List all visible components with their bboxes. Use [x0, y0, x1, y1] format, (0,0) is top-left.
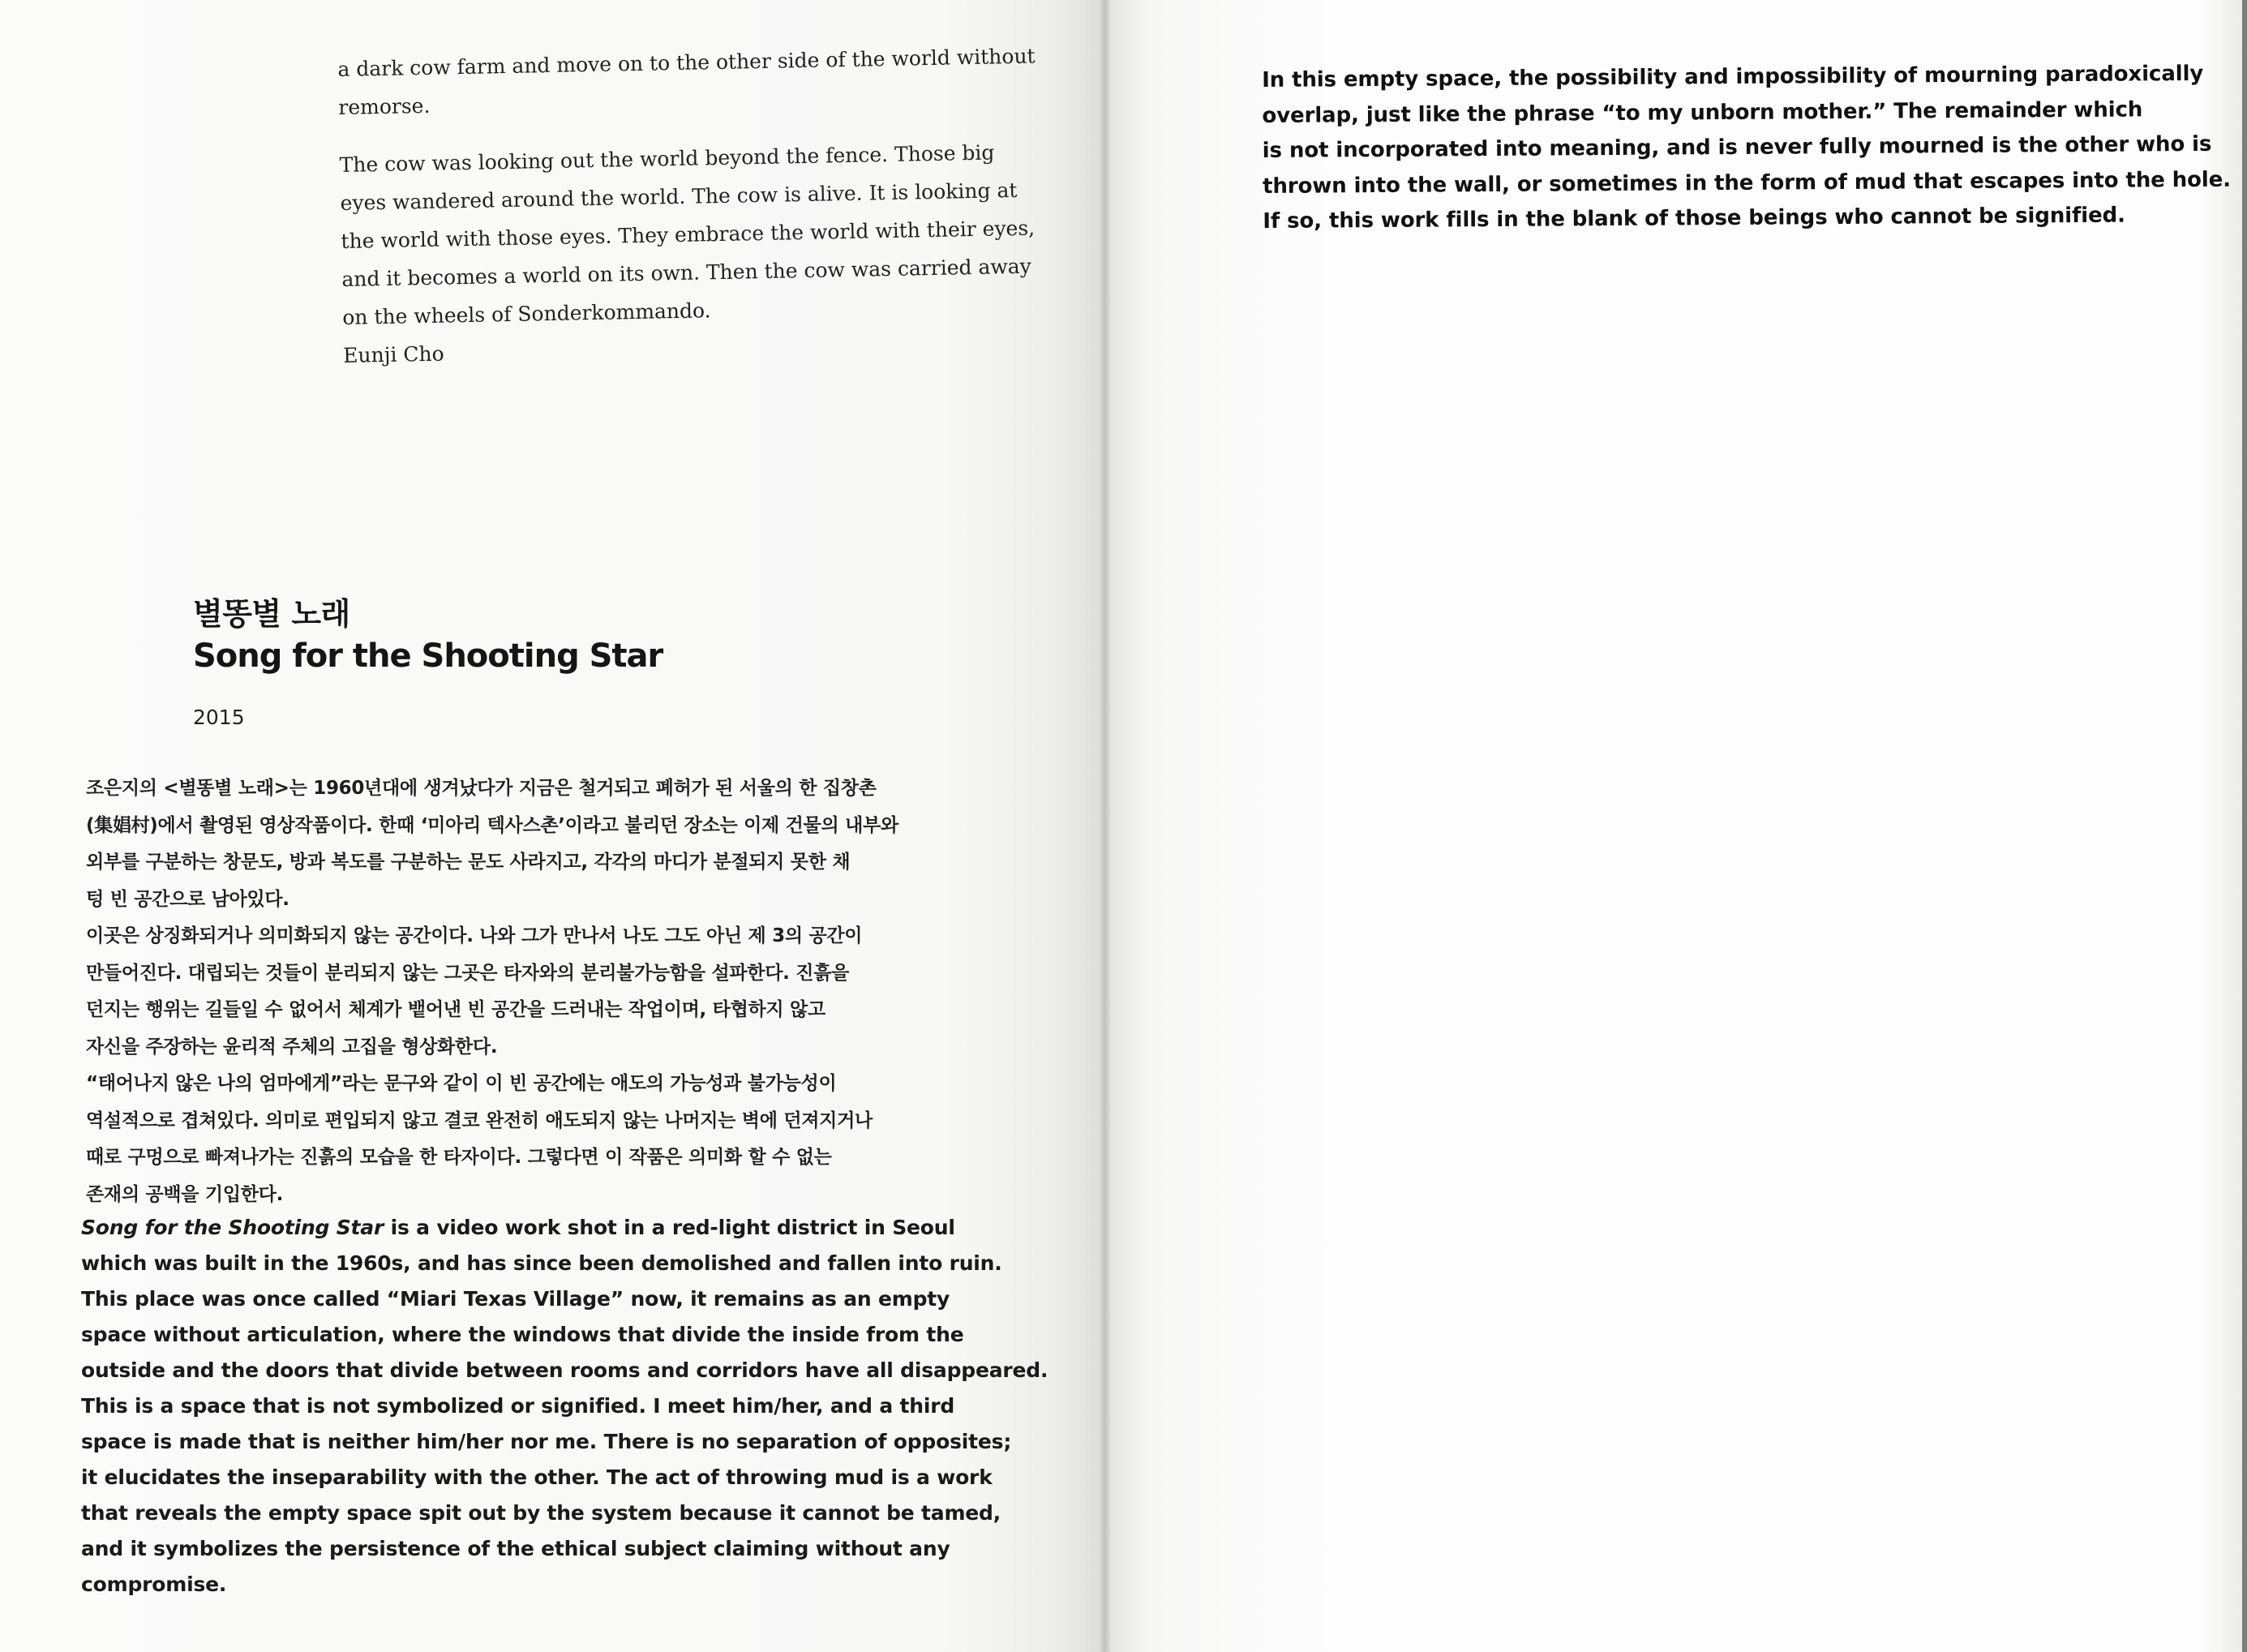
- right-page-text: [1262, 57, 2232, 240]
- korean-line: 던지는 행위는 길들일 수 없어서 체계가 뱉어낸 빈 공간을 드러내는 작업이며, 타협하지 않고: [86, 999, 825, 1020]
- korean-line: 조은지의 <별똥별 노래>는 1960년대에 생겨났다가 지금은 철거되고 폐허가 된 서울의 한 집창촌: [86, 778, 877, 799]
- korean-line: 텅 빈 공간으로 남아있다.: [86, 888, 289, 910]
- work-year: 2015: [193, 706, 245, 729]
- english-line: compromise.: [81, 1573, 227, 1596]
- right-line: If so, this work fills in the blank of those beings who cannot be signified.: [1263, 203, 2125, 234]
- left-page: [0, 0, 1104, 1652]
- english-line: which was built in the 1960s, and has since been demolished and fallen into ruin.: [81, 1251, 1002, 1275]
- korean-line: 외부를 구분하는 창문도, 방과 복도를 구분하는 문도 사라지고, 각각의 마디가 분절되지 못한 채: [86, 852, 851, 873]
- english-line: it elucidates the inseparability with the other. The act of throwing mud is a work: [81, 1465, 993, 1489]
- korean-line: 만들어진다. 대립되는 것들이 분리되지 않는 그곳은 타자와의 분리불가능함을 설파한다. 진흙을: [86, 962, 850, 984]
- english-line: that reveals the empty space spit out by the system because it cannot be tamed,: [81, 1501, 1001, 1525]
- work-title-italic: Song for the Shooting Star: [81, 1216, 384, 1239]
- title-korean: 별똥별 노래: [193, 596, 350, 632]
- right-line: overlap, just like the phrase “to my unborn mother.” The remainder which: [1262, 97, 2143, 128]
- english-line: outside and the doors that divide between rooms and corridors have all disappeared.: [81, 1358, 1048, 1382]
- korean-line: 자신을 주장하는 윤리적 주체의 고집을 형상화한다.: [86, 1036, 498, 1058]
- right-line: is not incorporated into meaning, and is never fully mourned is the other who is: [1262, 131, 2212, 163]
- korean-line: “태어나지 않은 나의 엄마에게”라는 문구와 같이 이 빈 공간에는 애도의 가능성과 불가능성이: [86, 1073, 837, 1094]
- english-body-text: [81, 1210, 1048, 1603]
- korean-line: (集娼村)에서 촬영된 영상작품이다. 한때 ‘미아리 텍사스촌’이라고 불리던 장소는 이제 건물의 내부와: [86, 814, 898, 836]
- quote-signature: Eunji Cho: [342, 341, 444, 367]
- english-line: [81, 1210, 1014, 1246]
- english-line: This place was once called “Miari Texas Village” now, it remains as an empty: [81, 1287, 950, 1311]
- quote-paragraph-2: The cow was looking out the world beyond the fence. Those big eyes wandered around the world. The cow is alive. It is looking at the world with those eyes. They embrace the world with their eyes, and it becomes a world on its own. Then the cow was carried away on the wheels of Sonderkommando.: [339, 140, 1036, 329]
- english-line: and it symbolizes the persistence of the ethical subject claiming without any: [81, 1537, 950, 1560]
- english-line: space is made that is neither him/her nor me. There is no separation of opposites;: [81, 1430, 1012, 1453]
- title-english: Song for the Shooting Star: [193, 637, 663, 675]
- english-line: This is a space that is not symbolized or signified. I meet him/her, and a third: [81, 1394, 955, 1418]
- right-line: thrown into the wall, or sometimes in the form of mud that escapes into the hole.: [1262, 167, 2232, 199]
- book-gutter: [1099, 0, 1112, 1652]
- english-line-text: is a video work shot in a red-light district in Seoul: [384, 1216, 955, 1239]
- korean-line: 역설적으로 겹쳐있다. 의미로 편입되지 않고 결코 완전히 애도되지 않는 나머지는 벽에 던져지거나: [86, 1109, 873, 1131]
- page-edge: [2242, 0, 2247, 1652]
- korean-line: 존재의 공백을 기입한다.: [86, 1183, 284, 1205]
- korean-line: 때로 구멍으로 빠져나가는 진흙의 모습을 한 타자이다. 그렇다면 이 작품은 의미화 할 수 없는: [86, 1147, 832, 1168]
- right-line: In this empty space, the possibility and impossibility of mourning paradoxically: [1262, 61, 2204, 92]
- korean-body-text: [86, 770, 994, 1213]
- quote-paragraph-1: a dark cow farm and move on to the other side of the world without remorse.: [337, 44, 1036, 119]
- right-page: [1104, 0, 2247, 1652]
- english-line: space without articulation, where the windows that divide the inside from the: [81, 1323, 964, 1346]
- quote-block: [337, 36, 1049, 375]
- korean-line: 이곳은 상징화되거나 의미화되지 않는 공간이다. 나와 그가 만나서 나도 그도 아닌 제 3의 공간이: [86, 925, 863, 946]
